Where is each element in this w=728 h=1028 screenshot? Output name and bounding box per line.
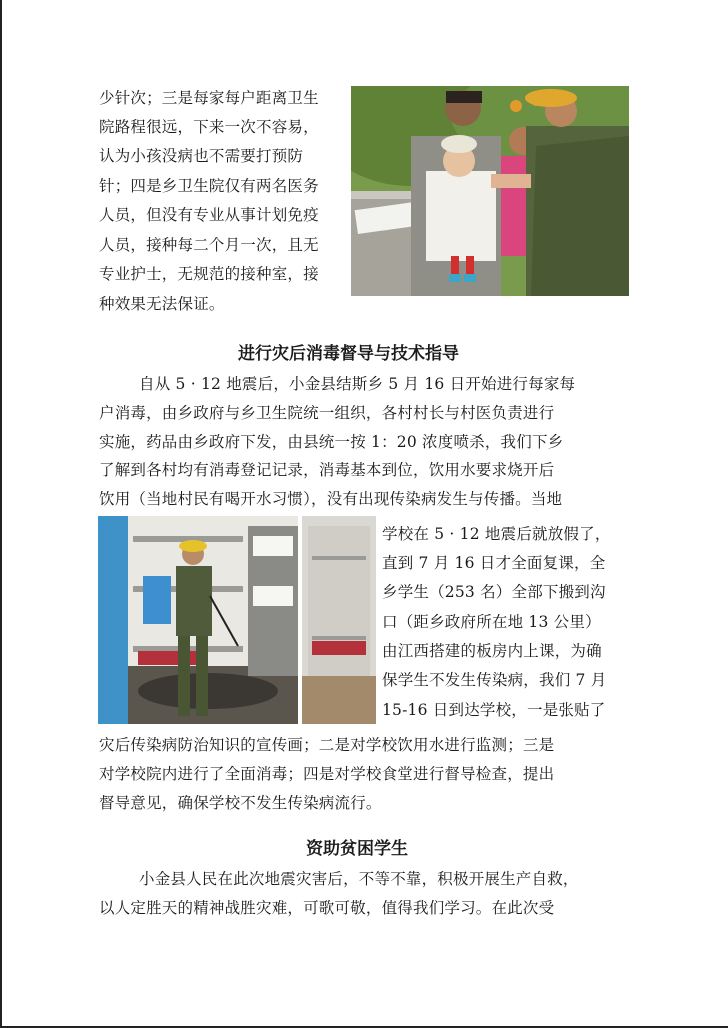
section-heading: 进行灾后消毒督导与技术指导 — [238, 344, 459, 364]
body-text-line: 15-16 日到达学校，一是张贴了 — [382, 701, 606, 719]
body-text-line: 院路程很远，下来一次不容易， — [99, 118, 319, 136]
body-text-line: 灾后传染病防治知识的宣传画；二是对学校饮用水进行监测；三是 — [99, 736, 555, 754]
body-text-line: 饮用（当地村民有喝开水习惯），没有出现传染病发生与传播。当地 — [99, 490, 563, 508]
section-heading: 资助贫困学生 — [306, 839, 408, 859]
disinfection-photo — [98, 516, 376, 724]
body-text-line: 督导意见，确保学校不发生传染病流行。 — [99, 794, 382, 812]
body-text-line: 人员，但没有专业从事计划免疫 — [99, 206, 319, 224]
body-text-line: 口（距乡政府所在地 13 公里） — [382, 613, 601, 631]
body-text-line: 直到 7 月 16 日才全面复课，全 — [382, 554, 606, 572]
vaccination-photo-illustration — [351, 86, 629, 296]
body-text-line: 小金县人民在此次地震灾害后，不等不靠，积极开展生产自救， — [139, 870, 579, 888]
body-text-line: 针；四是乡卫生院仅有两名医务 — [99, 177, 319, 195]
body-text-line: 对学校院内进行了全面消毒；四是对学校食堂进行督导检查，提出 — [99, 765, 555, 783]
body-text-line: 种效果无法保证。 — [99, 295, 225, 313]
body-text-line: 学校在 5 · 12 地震后就放假了， — [382, 525, 611, 543]
body-text-line: 少针次；三是每家每户距离卫生 — [99, 89, 319, 107]
body-text-line: 人员，接种每二个月一次，且无 — [99, 236, 319, 254]
body-text-line: 保学生不发生传染病，我们 7 月 — [382, 671, 607, 689]
disinfection-photo-illustration — [98, 516, 376, 724]
body-text-line: 专业护士，无规范的接种室，接 — [99, 265, 319, 283]
body-text-line: 户消毒，由乡政府与乡卫生院统一组织，各村村长与村医负责进行 — [99, 404, 555, 422]
body-text-line: 自从 5 · 12 地震后，小金县结斯乡 5 月 16 日开始进行每家每 — [139, 375, 576, 393]
body-text-line: 以人定胜天的精神战胜灾难，可歌可敬，值得我们学习。在此次受 — [99, 899, 555, 917]
page-border — [0, 0, 2, 1028]
body-text-line: 认为小孩没病也不需要打预防 — [99, 147, 304, 165]
body-text-line: 乡学生（253 名）全部下搬到沟 — [382, 583, 606, 601]
body-text-line: 了解到各村均有消毒登记记录，消毒基本到位，饮用水要求烧开后 — [99, 461, 555, 479]
body-text-line: 由江西搭建的板房内上课，为确 — [382, 642, 602, 660]
vaccination-photo — [351, 86, 629, 296]
body-text-line: 实施，药品由乡政府下发，由县统一按 1：20 浓度喷杀，我们下乡 — [99, 433, 564, 451]
